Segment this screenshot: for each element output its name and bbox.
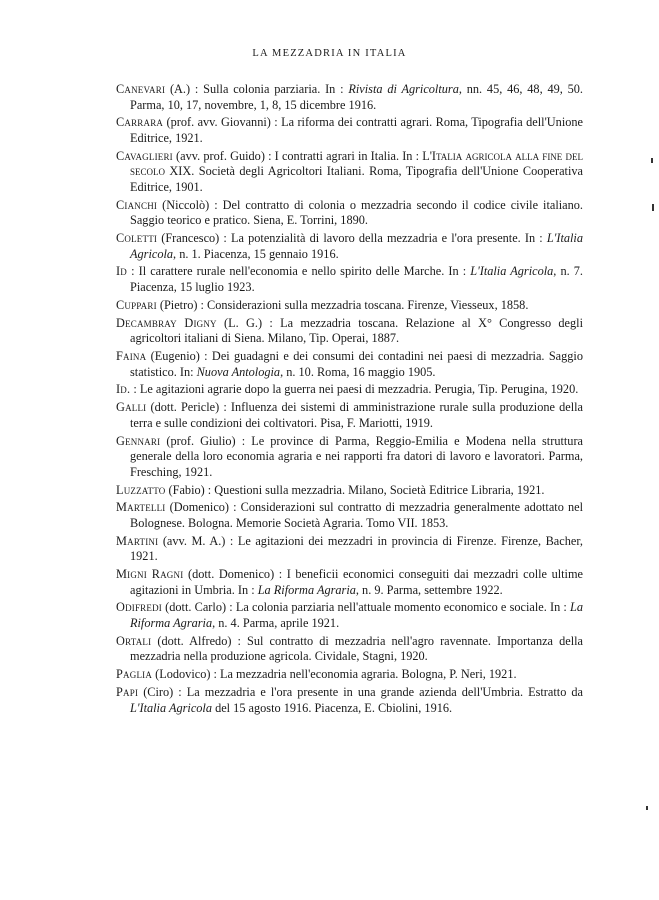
margin-speck [651,158,653,163]
entry-source: L'Italia Agricola [470,264,554,279]
entry-source: L'Italia Agricola [130,700,212,715]
bibliography-entry [116,264,583,295]
bibliography-entry [116,349,583,380]
entry-author: Cavaglieri [116,148,173,163]
entry-text-tail: , nn. 45, 46, 48, 49, 50. Parma, 10, 17, novembre, 1, 8, 15 dicembre 1916. [130,82,583,112]
entry-author: Coletti [116,231,158,246]
entry-text: (dott. Domenico) : I beneficii economici conseguiti dai mezzadri colle ultime agitazioni in Umbria. In : [130,567,583,597]
entry-author: Paglia [116,667,153,682]
bibliography-entry [116,500,583,531]
bibliography-entry [116,434,583,481]
entry-author: Papi [116,684,139,699]
entry-author: Id. [116,382,131,397]
entry-text-tail: , n. 10. Roma, 16 maggio 1905. [280,364,436,379]
entry-collection-title: L'Italia agricola alla fine del secolo XIX [130,148,583,179]
entry-author: Migni Ragni [116,567,184,582]
entry-source: Nuova Antologia [196,364,281,379]
margin-speck [652,204,654,211]
entry-text: (Pietro) : Considerazioni sulla mezzadria toscana. Firenze, Viesseux, 1858. [156,297,529,312]
entry-source: La Riforma Agraria [257,582,356,597]
bibliography-entry [116,298,583,314]
bibliography-list [116,82,583,718]
entry-text-tail: del 15 agosto 1916. Piacenza, E. Cbiolini, 1916. [212,700,453,715]
bibliography-entry [116,82,583,113]
entry-text: (Lodovico) : La mezzadria nell'economia agraria. Bologna, P. Neri, 1921. [152,667,517,682]
bibliography-entry [116,231,583,262]
entry-author: Galli [116,400,147,415]
entry-text: (prof. avv. Giovanni) : La riforma dei contratti agrari. Roma, Tipografia dell'Unione Editrice, 1921. [130,115,583,145]
entry-text: (dott. Alfredo) : Sul contratto di mezzadria nell'agro ravennate. Importanza della mezzadria nella produzione agricola. Cividale, Stagni, 1920. [130,633,583,664]
entry-author: Cianchi [116,197,158,212]
bibliography-entry [116,634,583,665]
entry-author: Carrara [116,115,164,130]
entry-text-tail: , n. 1. Piacenza, 15 gennaio 1916. [173,246,339,261]
bibliography-entry [116,198,583,229]
entry-text: (Domenico) : Considerazioni sul contratto di mezzadria generalmente adottato nel Bolognese. Bologna. Memorie Società Agraria. Tomo VII. 1853. [130,500,583,530]
entry-text-tail: , n. 9. Parma, settembre 1922. [355,582,503,597]
entry-author: Martini [116,533,159,548]
entry-text: (avv. M. A.) : Le agitazioni dei mezzadri in provincia di Firenze. Firenze, Bacher, 1921. [130,533,583,564]
entry-source: La Riforma Agraria [130,600,583,630]
entry-author: Faina [116,349,147,363]
entry-text-tail: . Società degli Agricoltori Italiani. Roma, Tipografia dell'Unione Cooperativa Editrice, 1901. [130,164,583,194]
entry-author: Decambray Digny [116,315,217,330]
entry-author: Luzzatto [116,482,166,497]
entry-source: L'Italia Agricola [130,231,583,261]
bibliography-entry [116,400,583,431]
entry-author: Ortali [116,633,152,648]
bibliography-entry [116,316,583,347]
entry-text: : Il carattere rurale nell'economia e nello spirito delle Marche. In : [127,264,471,279]
entry-text: (L. G.) : La mezzadria toscana. Relazione al X° Congresso degli agricoltori italiani di Siena. Milano, Tip. Operai, 1887. [130,315,583,346]
bibliography-entry [116,685,583,716]
entry-author: Gennari [116,433,161,448]
bibliography-entry [116,667,583,683]
bibliography-entry [116,567,583,598]
entry-text: (dott. Carlo) : La colonia parziaria nell'attuale momento economico e sociale. In : [161,600,570,615]
entry-text: (Eugenio) : Dei guadagni e dei consumi dei contadini nei paesi di mezzadria. Saggio statistico. In: [130,349,583,379]
entry-author: Odifredi [116,600,162,615]
bibliography-entry [116,149,583,196]
entry-text: : Le agitazioni agrarie dopo la guerra nei paesi di mezzadria. Perugia, Tip. Perugina, 1920. [130,382,579,397]
entry-author: Canevari [116,82,166,96]
entry-author: Cuppari [116,297,157,312]
entry-text-tail: , n. 7. Piacenza, 15 luglio 1923. [130,264,584,295]
entry-text: (Francesco) : La potenzialità di lavoro della mezzadria e l'ora presente. In : [157,231,547,246]
bibliography-entry [116,534,583,565]
margin-speck [646,806,648,810]
entry-text: (Niccolò) : Del contratto di colonia o mezzadria secondo il codice civile italiano. Saggio teorico e pratico. Siena, E. Torrini, 1890. [130,197,583,228]
entry-author: Martelli [116,500,166,515]
entry-text: (Ciro) : La mezzadria e l'ora presente in una grande azienda dell'Umbria. Estratto da [138,684,583,699]
bibliography-entry [116,483,583,499]
entry-text: (prof. Giulio) : Le province di Parma, Reggio-Emilia e Modena nella struttura generale della loro economia agraria e nei rapporti fra datori di lavoro e lavoratori. Parma, Fresching, 1921. [130,433,583,479]
bibliography-entry [116,600,583,631]
entry-text-tail: , n. 4. Parma, aprile 1921. [212,616,340,630]
entry-text: (A.) : Sulla colonia parziaria. In : [165,82,349,96]
entry-text: (Fabio) : Questioni sulla mezzadria. Milano, Società Editrice Libraria, 1921. [165,482,545,497]
entry-author: Id [116,264,127,279]
entry-source: Rivista di Agricoltura [348,82,459,96]
entry-text: (dott. Pericle) : Influenza dei sistemi di amministrazione rurale sulla produzione della terra e sulle condizioni dei coltivatori. Pisa, F. Mariotti, 1919. [130,400,583,430]
bibliography-entry [116,115,583,146]
running-header: LA MEZZADRIA IN ITALIA [252,48,407,59]
bibliography-entry [116,382,583,398]
entry-text: (avv. prof. Guido) : I contratti agrari in Italia. In : [172,148,423,163]
